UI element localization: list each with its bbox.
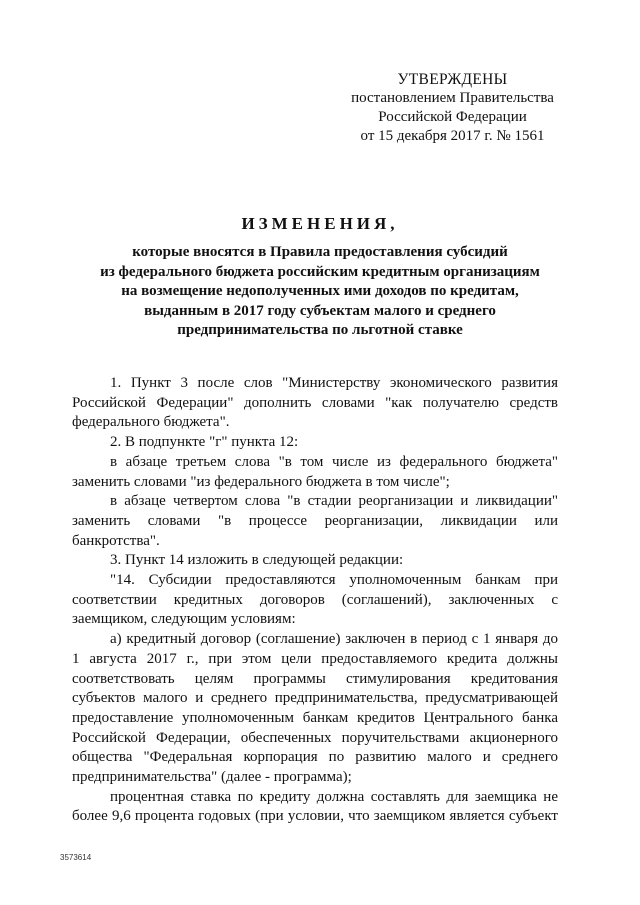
paragraph: а) кредитный договор (соглашение) заключен в период с 1 января до 1 августа 2017 г., при этом цели предоставляемого кредита должны соответствовать целям программы стимулирования кредитования субъектов малого и среднего предпринимательства, предусматривающей предоставление уполномоченным банкам кредитов Центрального банка Российской Федерации, обеспеченных поручительствами акционерного общества "Федеральная корпорация по развитию малого и среднего предпринимательства" (далее - программа); [72,631,558,786]
document-body [72,374,558,827]
approval-stamp [345,70,560,146]
paragraph: процентная ставка по кредиту должна составлять для заемщика не более 9,6 процента годовых (при условии, что заемщиком является субъект [72,788,558,825]
approval-line: Российской Федерации [378,109,527,125]
paragraph: 1. Пункт 3 после слов "Министерству экономического развития Российской Федерации" дополнить словами "как получателю средств федерального бюджета". [72,375,558,431]
subtitle-line: из федерального бюджета российским кредитным организациям [100,263,540,280]
paragraph: в абзаце четвертом слова "в стадии реорганизации и ликвидации" заменить словами "в процессе реорганизации, ликвидации или банкротства". [72,493,558,549]
subtitle-line: предпринимательства по льготной ставке [177,322,463,338]
document-number: 3573614 [60,853,92,862]
subtitle-line: выданным в 2017 году субъектам малого и среднего [144,302,496,319]
subtitle-line: на возмещение недополученных ими доходов по кредитам, [121,283,519,299]
paragraph: 3. Пункт 14 изложить в следующей редакции: [110,552,404,569]
paragraph: 2. В подпункте "г" пункта 12: [110,434,299,451]
document-subtitle [60,243,580,341]
document-title: ИЗМЕНЕНИЯ, [241,214,399,233]
approval-title: УТВЕРЖДЕНЫ [397,71,508,88]
approval-line: постановлением Правительства [351,90,554,106]
approval-date-number: от 15 декабря 2017 г. № 1561 [360,128,545,144]
paragraph: в абзаце третьем слова "в том числе из федерального бюджета" заменить словами "из федерального бюджета в том числе"; [72,453,558,490]
subtitle-line: которые вносятся в Правила предоставления субсидий [132,244,508,260]
paragraph: "14. Субсидии предоставляются уполномоченным банкам при соответствии кредитных договоров (соглашений), заключенных с заемщиком, следующим условиям: [72,572,558,628]
